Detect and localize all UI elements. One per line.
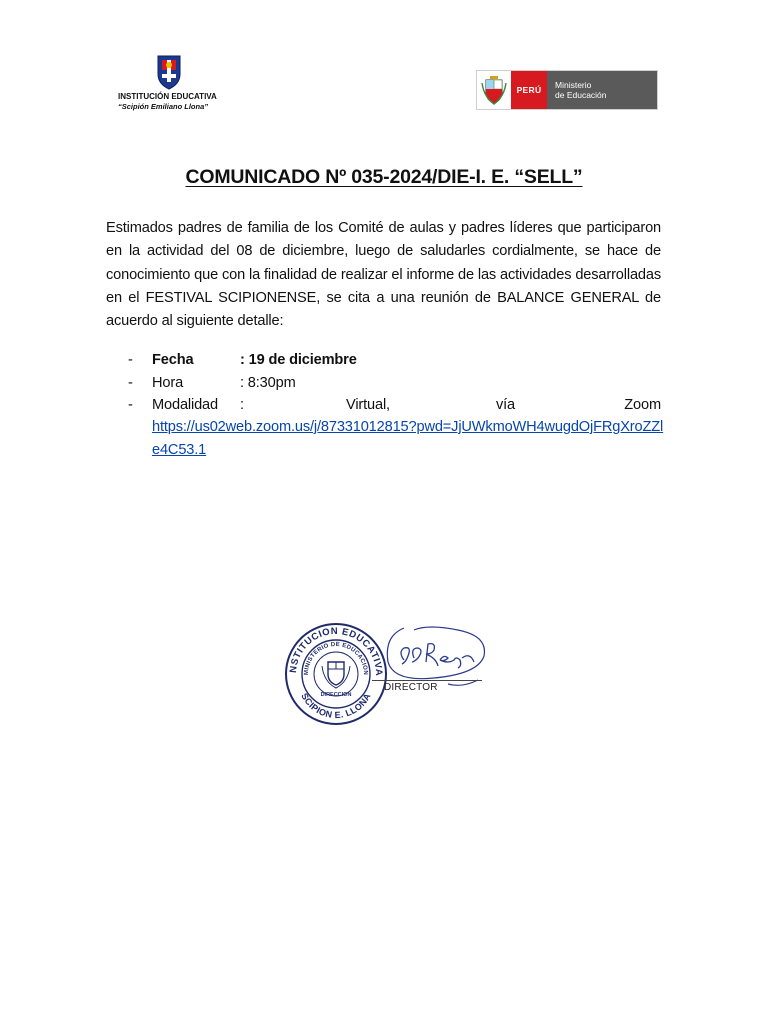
school-motto: “Scipión Emiliano Llona” — [118, 102, 209, 111]
stamp-shield-icon — [322, 662, 350, 688]
document-title: COMUNICADO Nº 035-2024/DIE-I. E. “SELL” — [185, 166, 583, 188]
list-dash: - — [128, 352, 133, 368]
list-dash: - — [128, 374, 133, 391]
svg-text:MINISTERIO DE EDUCACION — [304, 642, 368, 675]
fecha-label: Fecha — [152, 352, 194, 368]
modalidad-value-zoom: Zoom — [624, 397, 661, 413]
modalidad-value-virtual: Virtual, — [346, 397, 390, 413]
modalidad-value-via: vía — [496, 397, 516, 413]
director-label: DIRECTOR — [384, 682, 438, 693]
minedu-ministry-label — [547, 71, 657, 109]
school-crest-icon — [156, 54, 182, 90]
modalidad-label: Modalidad — [152, 397, 218, 413]
stamp-inner-text: MINISTERIO DE EDUCACION — [303, 641, 369, 676]
signature-line — [372, 680, 482, 681]
minedu-ministry-line1: Ministerio — [555, 80, 592, 90]
list-dash: - — [128, 397, 133, 413]
detail-row-hora — [106, 372, 661, 395]
hora-value: : 8:30pm — [240, 374, 296, 391]
peru-shield-icon — [477, 71, 511, 109]
fecha-value: : 19 de diciembre — [240, 352, 357, 368]
zoom-link[interactable]: https://us02web.zoom.us/j/87331012815?pwd=JjUWkmoWH4wugdOjFRgXroZZle4C53.1 — [152, 419, 664, 458]
minedu-logo — [476, 70, 658, 110]
stamp-bottom-text: SCIPION E. LLONA — [299, 691, 373, 721]
meeting-details — [106, 349, 664, 458]
stamp-center-text: DIRECCION — [320, 692, 352, 698]
detail-row-modalidad — [106, 394, 661, 417]
minedu-ministry-line2: de Educación — [555, 90, 607, 100]
modalidad-colon: : — [240, 397, 244, 413]
stamp-outer-text: NSTITUCION EDUCATIVA — [287, 625, 385, 677]
minedu-country-label: PERÚ — [511, 71, 547, 109]
detail-row-fecha — [106, 349, 661, 372]
school-logo — [118, 54, 238, 116]
school-name: INSTITUCIÓN EDUCATIVA — [118, 92, 217, 101]
official-stamp — [284, 622, 388, 726]
hora-label: Hora — [152, 374, 184, 391]
body-paragraph: Estimados padres de familia de los Comité de aulas y padres líderes que participaron en la actividad del 08 de diciembre, luego de saludarles cordialmente, se hace de conocimiento que con la finalidad de realizar el informe de las actividades desarrolladas en el FESTIVAL SCIPIONENSE, se cita a una reunión de BALANCE GENERAL de acuerdo al siguiente detalle: — [106, 220, 661, 330]
